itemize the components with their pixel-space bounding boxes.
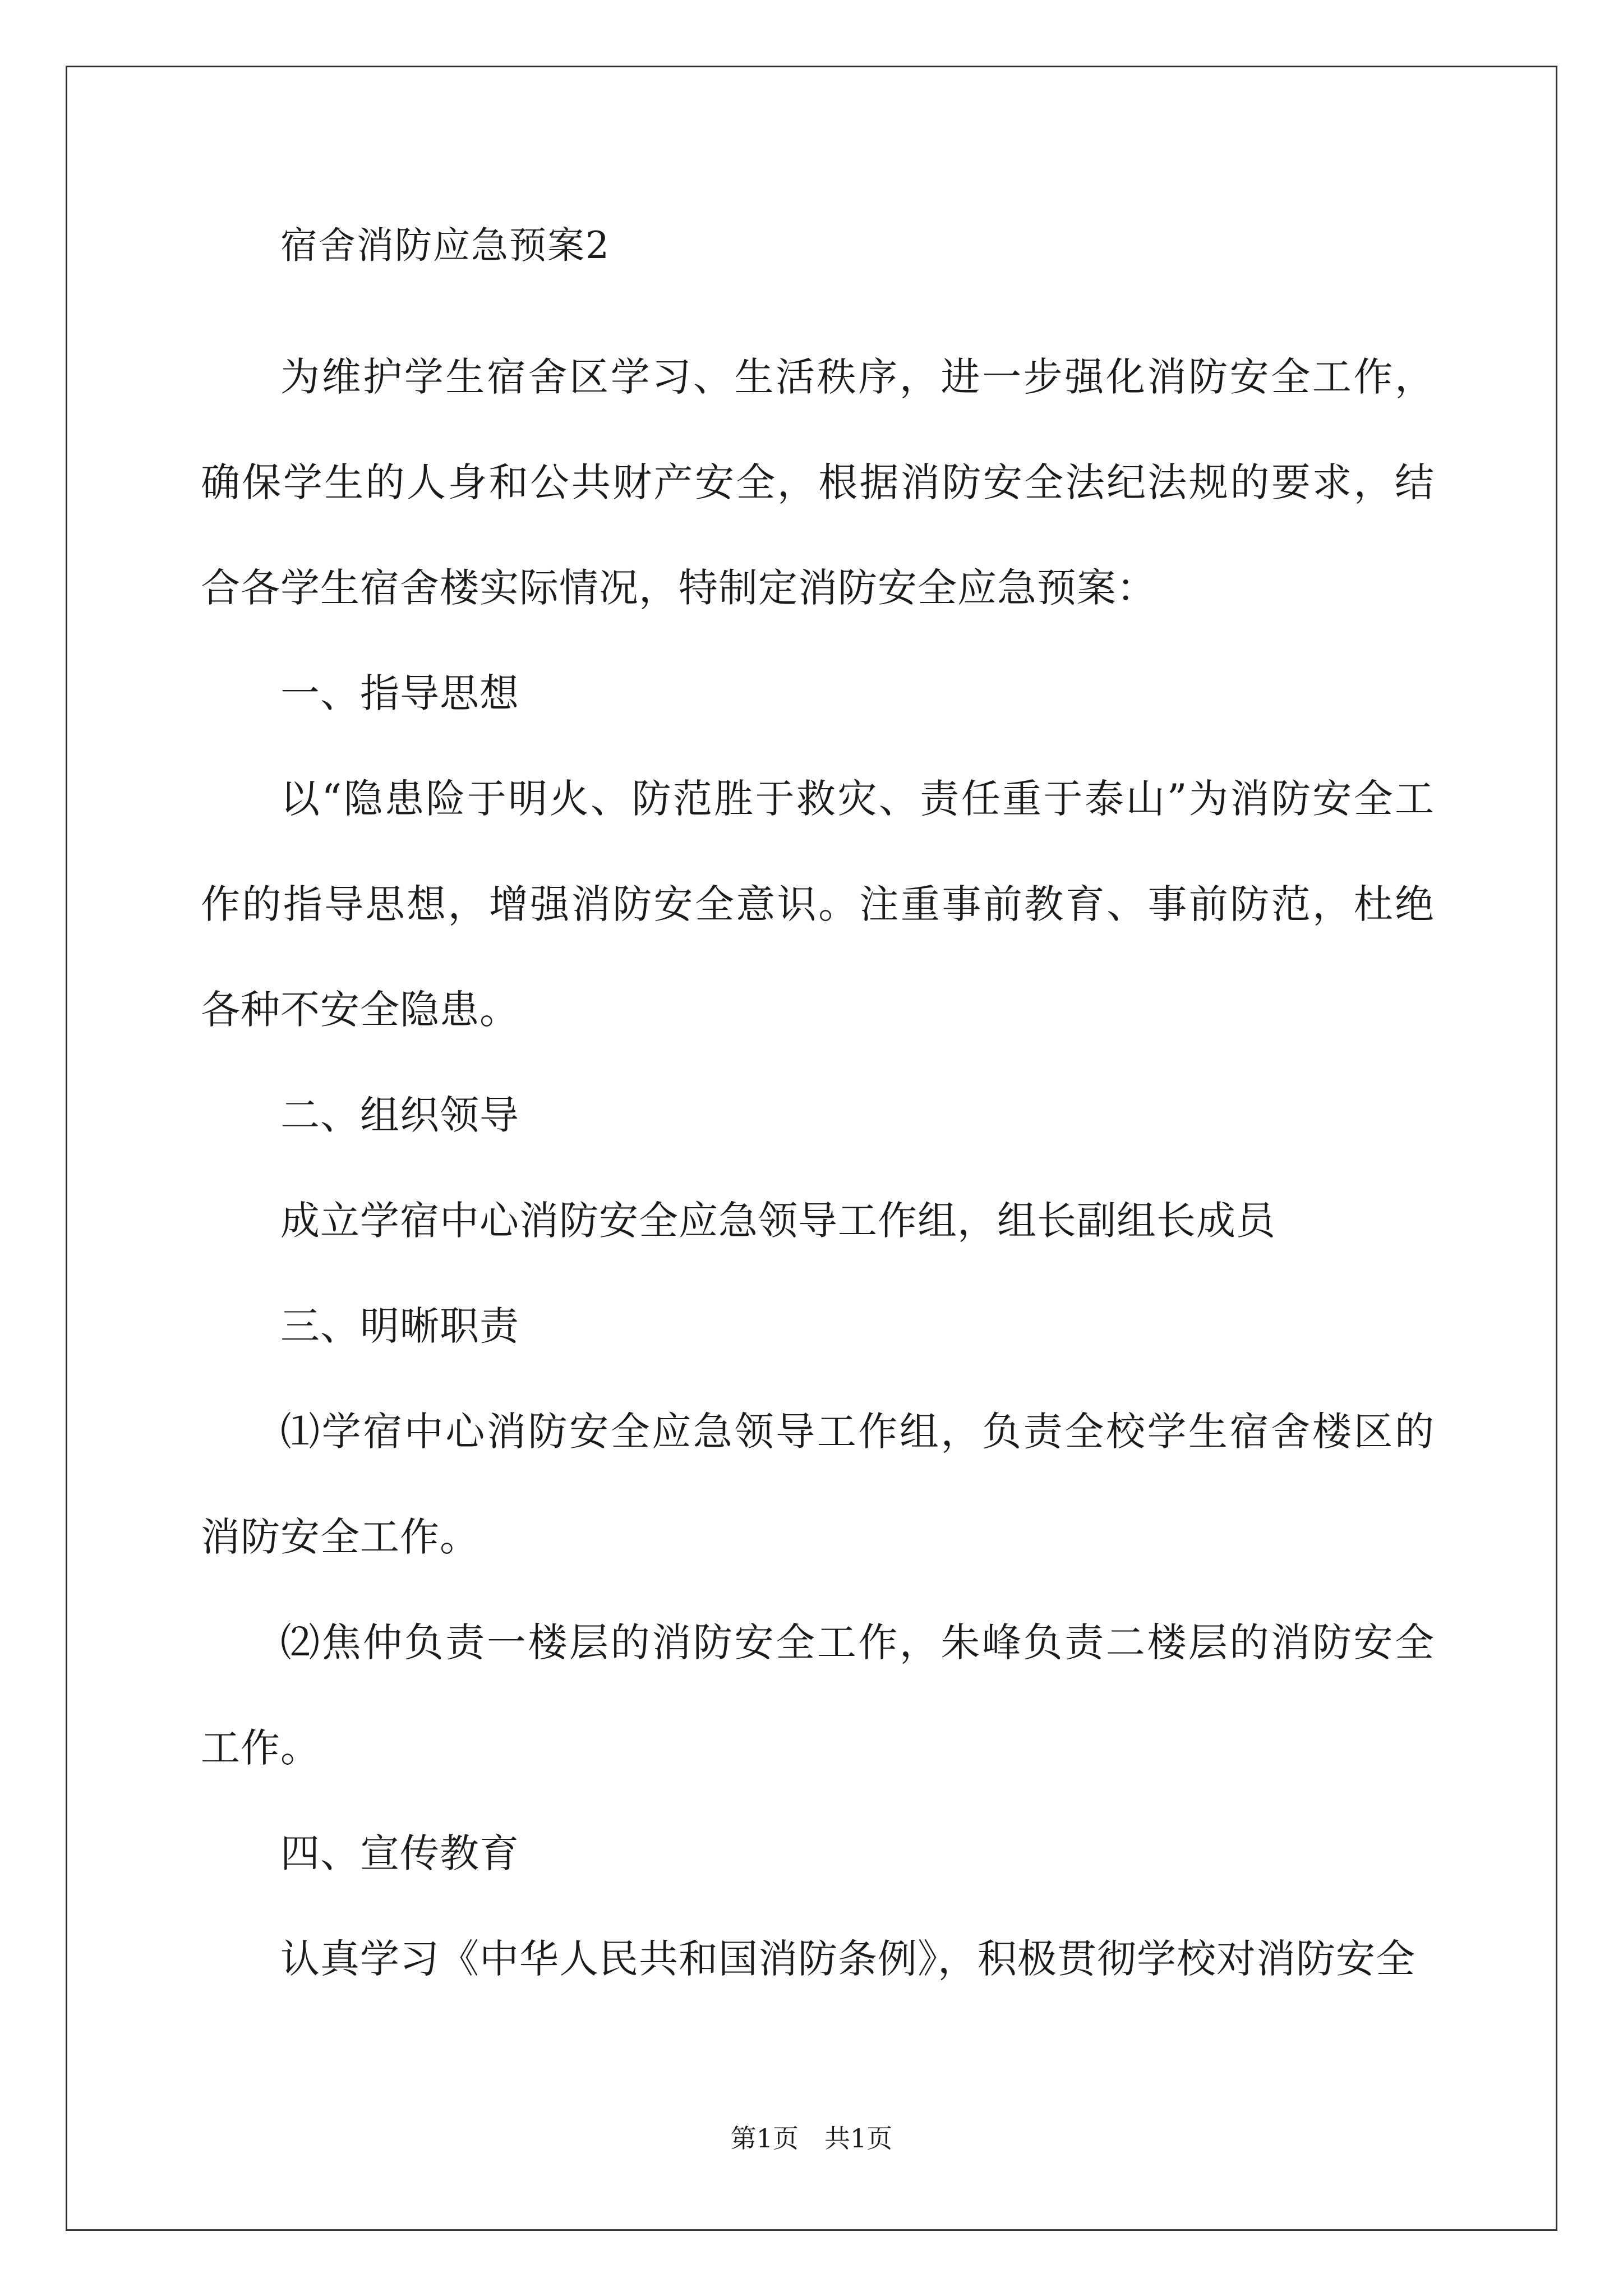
section-heading-organization: 二、组织领导 (280, 1092, 519, 1138)
paragraph-organization: 成立学宿中心消防安全应急领导工作组，组长副组长成员 (280, 1198, 1276, 1244)
section-heading-responsibilities: 三、明晰职责 (280, 1303, 519, 1349)
section-heading-guiding-thought: 一、指导思想 (280, 670, 519, 716)
page-footer: 第1页 共1页 (730, 2123, 893, 2154)
paragraph-publicity: 认真学习《中华人民共和国消防条例》，积极贯彻学校对消防安全 (280, 1936, 1415, 1982)
document-body (201, 219, 1435, 2012)
paragraph-responsibility-1: ⑴学宿中心消防安全应急领导工作组，负责全校学生宿舍楼区的消防安全工作。 (201, 1409, 1435, 1560)
document-title: 宿舍消防应急预案2 (280, 224, 610, 267)
paragraph-responsibility-2: ⑵焦仲负责一楼层的消防安全工作，朱峰负责二楼层的消防安全工作。 (201, 1619, 1435, 1771)
paragraph-intro: 为维护学生宿舍区学习、生活秩序，进一步强化消防安全工作，确保学生的人身和公共财产安全，根据消防安全法纪法规的要求，结合各学生宿舍楼实际情况，特制定消防安全应急预案： (201, 354, 1435, 611)
section-heading-publicity: 四、宣传教育 (280, 1830, 519, 1876)
paragraph-guiding-thought: 以“隐患险于明火、防范胜于救灾、责任重于泰山”为消防安全工作的指导思想，增强消防安全意识。注重事前教育、事前防范，杜绝各种不安全隐患。 (201, 776, 1435, 1033)
